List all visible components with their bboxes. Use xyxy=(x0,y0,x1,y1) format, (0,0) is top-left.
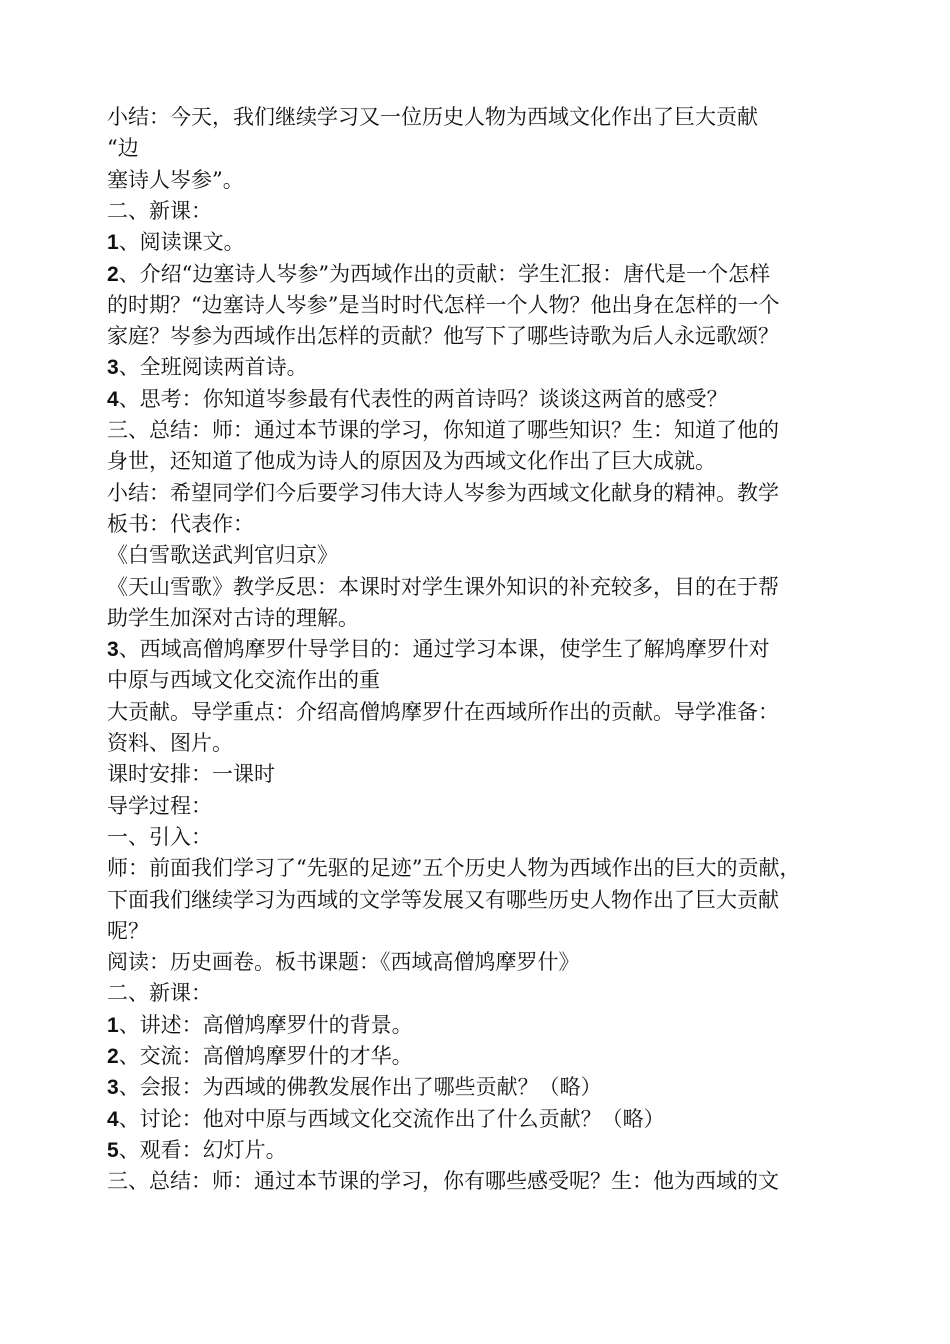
list-text: 、阅读课文。 xyxy=(118,230,245,255)
text-line: 呢？ xyxy=(107,918,149,943)
text-line: 塞诗人岑参”。 xyxy=(107,167,244,192)
list-text: 、思考：你知道岑参最有代表性的两首诗吗？谈谈这两首的感受？ xyxy=(118,386,728,411)
text-line: 师：前面我们学习了“先驱的足迹”五个历史人物为西域作出的巨大的贡献， xyxy=(107,856,801,881)
text-line: 小结：希望同学们今后要学习伟大诗人岑参为西域文化献身的精神。教学 xyxy=(107,480,779,505)
text-line: 阅读：历史画卷。板书课题：《西域高僧鸠摩罗什》 xyxy=(107,950,580,975)
text-line: 助学生加深对古诗的理解。 xyxy=(107,605,359,630)
text-line: 三、总结：师：通过本节课的学习，你有哪些感受呢？生：他为西域的文 xyxy=(107,1169,779,1194)
text-line: 三、总结：师：通过本节课的学习，你知道了哪些知识？生：知道了他的 xyxy=(107,418,779,442)
text-line: 下面我们继续学习为西域的文学等发展又有哪些历史人物作出了巨大贡献 xyxy=(107,887,779,912)
text-line: 板书：代表作： xyxy=(107,511,254,536)
text-line: 导学过程： xyxy=(107,793,212,818)
text-line: 《天山雪歌》教学反思：本课时对学生课外知识的补充较多，目的在于帮 xyxy=(107,574,779,599)
text-line xyxy=(107,1010,867,1044)
list-number: 3 xyxy=(107,638,119,662)
list-text: 、介绍“边塞诗人岑参”为西域作出的贡献：学生汇报：唐代是一个怎样 xyxy=(118,261,771,286)
list-number: 2 xyxy=(107,1045,119,1068)
list-text: 、讲述：高僧鸠摩罗什的背景。 xyxy=(118,1012,413,1037)
text-line: 小结：今天，我们继续学习又一位历史人物为西域文化作出了巨大贡献 xyxy=(107,105,758,129)
text-line xyxy=(107,634,867,668)
text-line: 课时安排：一课时 xyxy=(107,762,275,787)
text-line: 《白雪歌送武判官归京》 xyxy=(107,543,338,568)
list-text: 、全班阅读两首诗。 xyxy=(118,355,308,380)
text-line: 中原与西域文化交流作出的重 xyxy=(107,668,380,693)
list-number: 5 xyxy=(107,1138,119,1162)
list-number: 4 xyxy=(107,1107,119,1131)
text-line: 资料、图片。 xyxy=(107,731,233,755)
text-line: 二、新课： xyxy=(107,981,212,1006)
list-text: 、会报：为西域的佛教发展作出了哪些贡献？（略） xyxy=(118,1075,602,1100)
list-number: 2 xyxy=(107,262,119,286)
text-line xyxy=(107,259,867,293)
list-text: 、观看：幻灯片。 xyxy=(118,1137,287,1162)
text-line: 的时期？“边塞诗人岑参”是当时时代怎样一个人物？他出身在怎样的一个 xyxy=(107,292,780,317)
list-number: 4 xyxy=(107,387,119,411)
list-text: 、西域高僧鸠摩罗什导学目的：通过学习本课，使学生了解鸠摩罗什对 xyxy=(118,637,770,662)
text-line: 大贡献。导学重点：介绍高僧鸠摩罗什在西域所作出的贡献。导学准备： xyxy=(107,699,779,724)
text-line: 二、新课： xyxy=(107,198,212,223)
text-line xyxy=(107,384,867,418)
text-line: “边 xyxy=(107,136,139,161)
text-line xyxy=(107,1041,867,1075)
list-number: 1 xyxy=(107,1013,119,1037)
text-line xyxy=(107,227,867,261)
list-text: 、讨论：他对中原与西域文化交流作出了什么贡献？（略） xyxy=(118,1106,665,1131)
list-number: 1 xyxy=(107,231,119,255)
list-text: 、交流：高僧鸠摩罗什的才华。 xyxy=(118,1044,413,1068)
text-line xyxy=(107,352,867,386)
text-line: 身世，还知道了他成为诗人的原因及为西域文化作出了巨大成就。 xyxy=(107,449,716,474)
text-line xyxy=(107,1104,867,1138)
text-line xyxy=(107,1135,867,1169)
list-number: 3 xyxy=(107,356,119,380)
text-line xyxy=(107,1072,867,1106)
text-line: 一、引入： xyxy=(107,824,212,849)
list-number: 3 xyxy=(107,1076,119,1100)
text-line: 家庭？岑参为西域作出怎样的贡献？他写下了哪些诗歌为后人永远歌颂？ xyxy=(107,324,779,349)
